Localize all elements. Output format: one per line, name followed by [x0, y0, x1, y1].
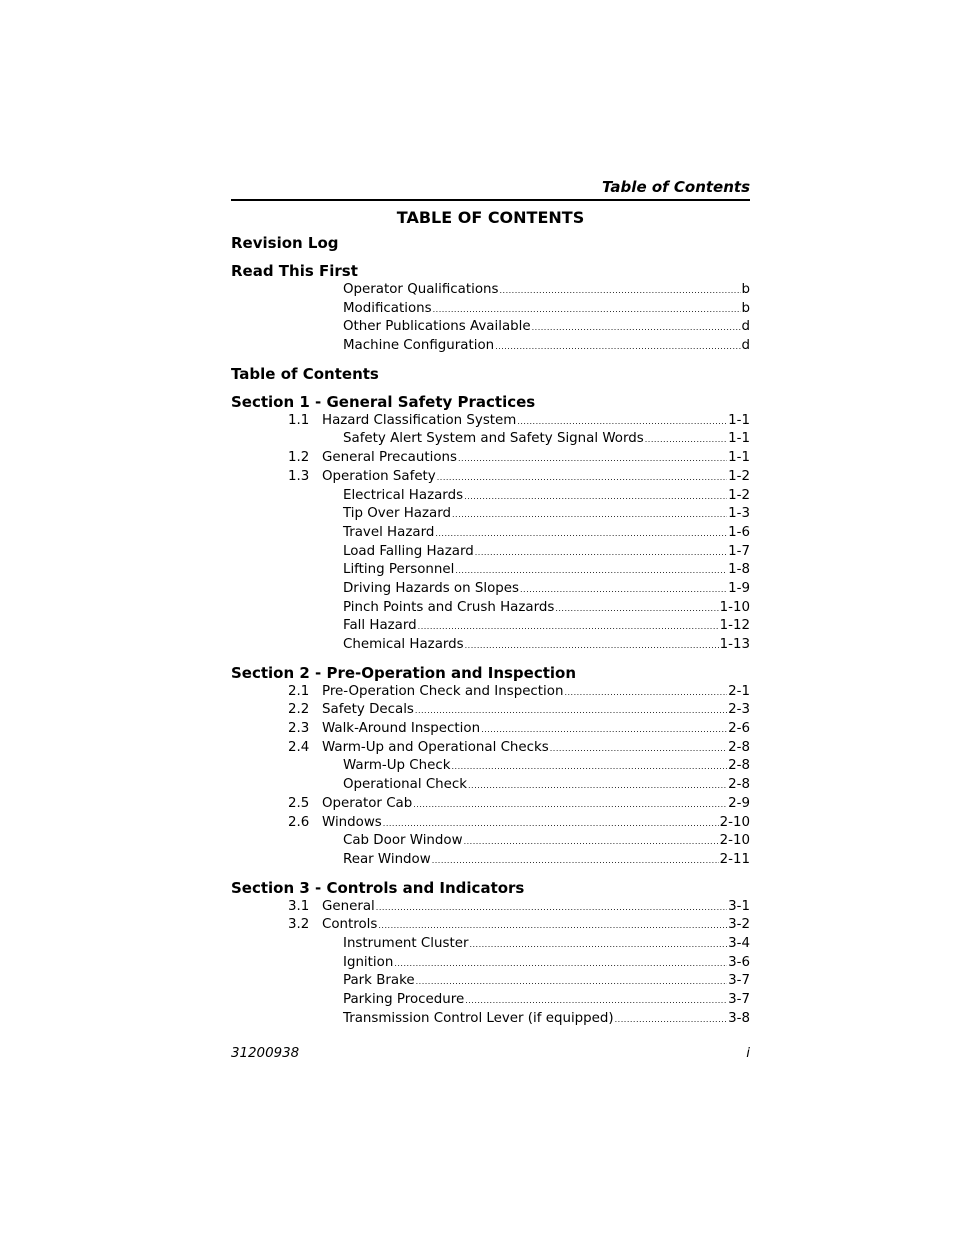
- toc-entry-number: 2.4: [288, 739, 310, 755]
- toc-entry-number: 2.5: [288, 795, 310, 811]
- toc-entry[interactable]: [231, 757, 750, 776]
- toc-entry-page: 2-10: [719, 814, 750, 830]
- toc-entry[interactable]: [231, 954, 750, 973]
- toc-entry-label: Driving Hazards on Slopes: [343, 580, 520, 596]
- toc-entry-page: 1-9: [728, 580, 750, 596]
- toc-entry[interactable]: [231, 487, 750, 506]
- toc-entry-label: Operational Check: [343, 777, 468, 793]
- toc-entry-line: [343, 851, 750, 871]
- dot-leader: [469, 936, 727, 955]
- toc-entry-page: 2-8: [728, 739, 750, 755]
- toc-entry-line: [343, 954, 750, 974]
- dot-leader: [555, 600, 718, 619]
- toc-entry-list: [231, 683, 750, 870]
- toc-entry-line: [343, 524, 750, 544]
- toc-section: [231, 392, 750, 655]
- toc-entry-page: 1-1: [728, 412, 750, 428]
- toc-entry-label: Warm-Up and Operational Checks: [322, 739, 549, 755]
- toc-entry-label: Load Falling Hazard: [343, 543, 474, 559]
- dot-leader: [465, 992, 727, 1011]
- toc-entry-line: [343, 1010, 750, 1030]
- toc-entry-label: Ignition: [343, 954, 394, 970]
- toc-entry-page: 1-10: [719, 599, 750, 615]
- toc-section: [231, 233, 750, 253]
- toc-entry[interactable]: [231, 935, 750, 954]
- toc-entry-list: [231, 412, 750, 655]
- toc-entry-page: 2-8: [728, 777, 750, 793]
- toc-entry[interactable]: [231, 898, 750, 917]
- toc-section: [231, 261, 750, 356]
- dot-leader: [481, 721, 727, 740]
- toc-entry-line: [322, 449, 750, 469]
- toc-entry-page: 3-8: [728, 1010, 750, 1026]
- dot-leader: [413, 796, 727, 815]
- dot-leader: [495, 338, 740, 357]
- toc-entry-page: 1-13: [719, 637, 750, 652]
- dot-leader: [432, 852, 719, 871]
- toc-section-heading[interactable]: Section 2 - Pre-Operation and Inspection: [231, 663, 577, 682]
- dot-leader: [418, 618, 719, 637]
- toc-entry[interactable]: [231, 599, 750, 618]
- toc-entry-line: [322, 739, 750, 759]
- dot-leader: [376, 899, 727, 918]
- toc-entry[interactable]: [231, 524, 750, 543]
- toc-entry-line: [343, 757, 750, 777]
- toc-entry-line: [322, 468, 750, 488]
- toc-entry-page: b: [741, 300, 750, 316]
- dot-leader: [455, 562, 727, 581]
- dot-leader: [437, 469, 727, 488]
- toc-entry[interactable]: [231, 832, 750, 851]
- toc-entry-line: [343, 636, 750, 656]
- toc-entry[interactable]: [231, 580, 750, 599]
- toc-entry-label: Fall Hazard: [343, 618, 417, 634]
- dot-leader: [465, 637, 719, 656]
- toc-entry-page: 2-1: [728, 683, 750, 699]
- toc-entry[interactable]: [231, 851, 750, 870]
- toc-entry-label: Walk-Around Inspection: [322, 721, 481, 737]
- dot-leader: [520, 581, 727, 600]
- toc-entry-page: 1-1: [728, 431, 750, 447]
- toc-entry-line: [343, 487, 750, 507]
- dot-leader: [550, 740, 727, 759]
- toc-entry-page: 3-7: [728, 992, 750, 1007]
- dot-leader: [416, 973, 728, 992]
- toc-entry-page: d: [741, 319, 750, 335]
- toc-entry-page: 1-1: [728, 450, 750, 466]
- toc-entry-page: 1-7: [728, 543, 750, 559]
- toc-entry-label: Park Brake: [343, 973, 415, 989]
- header-divider: [231, 199, 750, 201]
- toc-section-heading[interactable]: Revision Log: [231, 234, 339, 252]
- toc-entry-line: [343, 430, 750, 450]
- toc-entry-page: 1-2: [728, 468, 750, 484]
- toc-entry-page: 2-8: [728, 758, 750, 774]
- toc-section-heading[interactable]: Table of Contents: [231, 364, 379, 383]
- dot-leader: [645, 431, 727, 450]
- dot-leader: [435, 525, 727, 544]
- toc-entry-page: 2-3: [728, 702, 750, 718]
- toc-entry[interactable]: [231, 337, 750, 356]
- dot-leader: [452, 506, 727, 525]
- toc-entry-page: 2-11: [719, 851, 750, 867]
- toc-entry-label: Windows: [322, 814, 382, 830]
- toc-entry-label: Chemical Hazards: [343, 637, 464, 652]
- toc-entry-label: Pre-Operation Check and Inspection: [322, 683, 564, 699]
- dot-leader: [564, 684, 727, 703]
- toc-entry-number: 2.1: [288, 683, 310, 699]
- running-header-title: Table of Contents: [601, 178, 750, 196]
- toc-entry-page: 3-4: [728, 935, 750, 951]
- toc-entry[interactable]: [231, 468, 750, 487]
- toc-entry-line: [343, 617, 750, 637]
- toc-entry[interactable]: [231, 281, 750, 300]
- dot-leader: [468, 777, 727, 796]
- toc-entry-page: 1-8: [728, 562, 750, 578]
- toc-entry-page: 1-6: [728, 524, 750, 540]
- toc-entry[interactable]: [231, 739, 750, 758]
- toc-section: [231, 878, 750, 1029]
- toc-entry-page: 3-6: [728, 954, 750, 970]
- toc-entry-line: [343, 776, 750, 796]
- toc-entry-line: [343, 599, 750, 619]
- dot-leader: [532, 319, 741, 338]
- toc-entry-number: 1.2: [288, 450, 310, 466]
- toc-entry-label: Rear Window: [343, 851, 431, 867]
- toc-entry-number: 2.3: [288, 721, 310, 737]
- toc-entry-number: 2.6: [288, 814, 310, 830]
- footer-page-number: i: [746, 1046, 750, 1061]
- toc-entry-page: 1-2: [728, 487, 750, 503]
- toc-entry-line: [343, 300, 750, 320]
- toc-entry-page: 2-10: [719, 833, 750, 849]
- toc-entry-label: Transmission Control Lever (if equipped): [343, 1010, 614, 1026]
- dot-leader: [517, 413, 727, 432]
- toc-entry[interactable]: [231, 683, 750, 702]
- toc-entry-label: Operator Qualifications: [343, 282, 499, 297]
- toc-entry-number: 3.1: [288, 898, 310, 914]
- toc-entry-line: [343, 935, 750, 955]
- toc-entry-line: [343, 337, 750, 357]
- toc-entry-line: [343, 972, 750, 992]
- toc-entry-line: [343, 281, 750, 301]
- toc-entry-label: General: [322, 898, 375, 914]
- toc-entry-line: [343, 580, 750, 600]
- toc-entry[interactable]: [231, 720, 750, 739]
- toc-entry[interactable]: [231, 916, 750, 935]
- toc-entry-page: 3-7: [728, 973, 750, 989]
- toc-entry-line: [343, 832, 750, 852]
- toc-entry[interactable]: [231, 814, 750, 833]
- toc-entry-label: General Precautions: [322, 450, 457, 466]
- toc-section-heading[interactable]: Section 1 - General Safety Practices: [231, 392, 536, 411]
- dot-leader: [394, 955, 727, 974]
- toc-entry-label: Machine Configuration: [343, 338, 495, 354]
- dot-leader: [458, 450, 727, 469]
- toc-entry[interactable]: [231, 430, 750, 449]
- footer-doc-number: 31200938: [231, 1046, 300, 1061]
- toc-entry-line: [343, 991, 750, 1011]
- toc-entry-label: Cab Door Window: [343, 833, 463, 849]
- toc-entry[interactable]: [231, 636, 750, 655]
- toc-entry-line: [322, 701, 750, 721]
- toc-entry-line: [343, 543, 750, 563]
- toc-entry-page: 1-12: [719, 618, 750, 634]
- dot-leader: [475, 544, 727, 563]
- toc-section: [231, 364, 750, 384]
- toc-entry[interactable]: [231, 617, 750, 636]
- toc-entry-list: [231, 898, 750, 1029]
- toc-entry-line: [322, 683, 750, 703]
- page-title: TABLE OF CONTENTS: [396, 208, 585, 227]
- toc-entry[interactable]: [231, 991, 750, 1010]
- dot-leader: [451, 758, 727, 777]
- toc-entry[interactable]: [231, 543, 750, 562]
- table-of-contents: [231, 233, 750, 1036]
- toc-entry[interactable]: [231, 561, 750, 580]
- toc-entry[interactable]: [231, 318, 750, 337]
- dot-leader: [383, 815, 719, 834]
- toc-entry[interactable]: [231, 1010, 750, 1029]
- toc-entry-page: d: [741, 338, 750, 354]
- dot-leader: [415, 702, 727, 721]
- toc-entry-line: [322, 916, 750, 936]
- toc-entry-line: [343, 561, 750, 581]
- toc-entry-label: Warm-Up Check: [343, 758, 451, 774]
- dot-leader: [500, 282, 741, 301]
- toc-entry-number: 3.2: [288, 917, 310, 933]
- toc-entry-label: Lifting Personnel: [343, 562, 455, 578]
- toc-section-heading[interactable]: Read This First: [231, 262, 358, 280]
- dot-leader: [378, 917, 727, 936]
- toc-entry[interactable]: [231, 505, 750, 524]
- toc-entry-line: [322, 814, 750, 834]
- toc-entry-page: 2-6: [728, 721, 750, 737]
- dot-leader: [464, 488, 727, 507]
- toc-entry-number: 1.3: [288, 468, 310, 484]
- dot-leader: [433, 301, 741, 320]
- toc-entry-label: Operator Cab: [322, 795, 413, 811]
- toc-entry-page: b: [741, 282, 750, 297]
- toc-entry-line: [322, 898, 750, 918]
- toc-entry-line: [322, 412, 750, 432]
- toc-entry-page: 2-9: [728, 795, 750, 811]
- toc-entry[interactable]: [231, 701, 750, 720]
- toc-entry[interactable]: [231, 795, 750, 814]
- toc-entry-label: Safety Alert System and Safety Signal Words: [343, 431, 644, 447]
- toc-entry[interactable]: [231, 449, 750, 468]
- toc-entry-label: Electrical Hazards: [343, 487, 464, 503]
- toc-section: [231, 663, 750, 870]
- toc-entry-label: Safety Decals: [322, 702, 414, 718]
- toc-entry[interactable]: [231, 300, 750, 319]
- toc-entry-line: [322, 795, 750, 815]
- toc-entry-label: Modifications: [343, 300, 432, 316]
- toc-entry-label: Instrument Cluster: [343, 935, 469, 951]
- toc-entry-label: Operation Safety: [322, 468, 436, 484]
- toc-entry[interactable]: [231, 412, 750, 431]
- toc-entry-page: 1-3: [728, 506, 750, 522]
- toc-entry-number: 2.2: [288, 702, 310, 718]
- toc-entry-label: Pinch Points and Crush Hazards: [343, 599, 555, 615]
- toc-entry-label: Controls: [322, 917, 378, 933]
- toc-entry-label: Travel Hazard: [343, 524, 435, 540]
- toc-entry[interactable]: [231, 776, 750, 795]
- toc-entry-page: 3-2: [728, 917, 750, 933]
- toc-section-heading[interactable]: Section 3 - Controls and Indicators: [231, 878, 525, 897]
- toc-entry-page: 3-1: [728, 898, 750, 914]
- toc-entry-line: [343, 318, 750, 338]
- dot-leader: [615, 1011, 727, 1030]
- toc-entry-line: [343, 505, 750, 525]
- toc-entry-list: [231, 281, 750, 356]
- toc-entry-label: Parking Procedure: [343, 992, 465, 1007]
- toc-entry-label: Other Publications Available: [343, 319, 531, 335]
- toc-entry-line: [322, 720, 750, 740]
- toc-entry-number: 1.1: [288, 412, 310, 428]
- toc-entry-label: Hazard Classification System: [322, 412, 517, 428]
- dot-leader: [464, 833, 719, 852]
- toc-entry-label: Tip Over Hazard: [343, 506, 451, 522]
- toc-entry[interactable]: [231, 972, 750, 991]
